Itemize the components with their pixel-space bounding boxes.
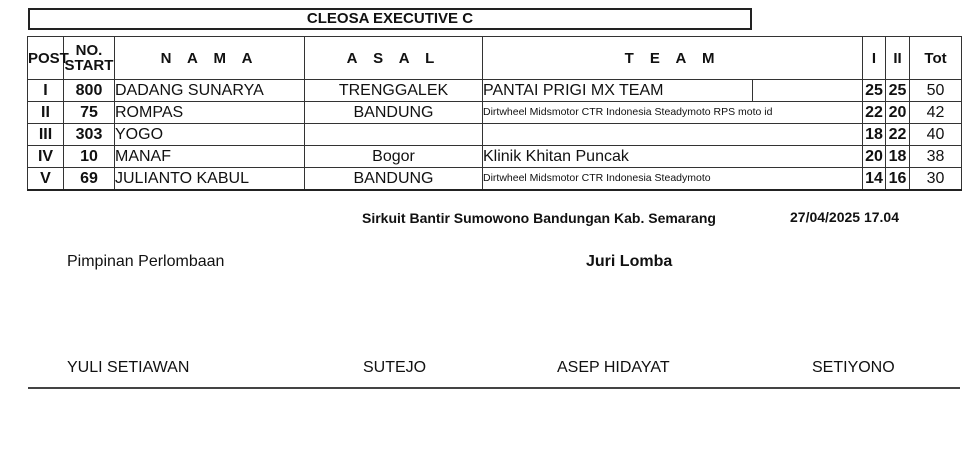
table-row (28, 124, 962, 146)
cell-pos: IV (28, 146, 64, 168)
venue-text: Sirkuit Bantir Sumowono Bandungan Kab. Semarang (362, 210, 716, 226)
cell-nama: JULIANTO KABUL (115, 168, 305, 191)
datetime-text: 27/04/2025 17.04 (790, 209, 899, 225)
cell-nama: MANAF (115, 146, 305, 168)
cell-start: 75 (64, 102, 115, 124)
signatory-name: YULI SETIAWAN (67, 359, 190, 376)
cell-race1: 14 (863, 168, 886, 191)
table-header-row (28, 37, 962, 80)
cell-pos: II (28, 102, 64, 124)
cell-race1: 18 (863, 124, 886, 146)
header-nama: N A M A (115, 37, 305, 80)
table-row (28, 146, 962, 168)
cell-asal: BANDUNG (305, 102, 483, 124)
header-asal: A S A L (305, 37, 483, 80)
header-race2: II (886, 37, 910, 80)
cell-total: 40 (910, 124, 962, 146)
cell-spacer (753, 80, 863, 102)
jury-label: Juri Lomba (586, 253, 673, 270)
signatory-name: SUTEJO (363, 359, 427, 376)
table-row (28, 102, 962, 124)
race-class-title: CLEOSA EXECUTIVE C (28, 8, 752, 30)
cell-team: Dirtwheel Midsmotor CTR Indonesia Steadymoto (483, 168, 863, 191)
cell-race2: 18 (886, 146, 910, 168)
cell-team: Dirtwheel Midsmotor CTR Indonesia Steadymoto RPS moto id (483, 102, 863, 124)
cell-race1: 22 (863, 102, 886, 124)
cell-total: 50 (910, 80, 962, 102)
cell-asal: BANDUNG (305, 168, 483, 191)
cell-race1: 25 (863, 80, 886, 102)
cell-race2: 22 (886, 124, 910, 146)
cell-race2: 20 (886, 102, 910, 124)
cell-total: 42 (910, 102, 962, 124)
cell-nama: YOGO (115, 124, 305, 146)
cell-total: 30 (910, 168, 962, 191)
cell-pos: III (28, 124, 64, 146)
results-table (27, 36, 962, 191)
header-start-line2: START (64, 57, 114, 74)
cell-team: Klinik Khitan Puncak (483, 146, 863, 168)
header-team: T E A M (483, 37, 863, 80)
table-row (28, 80, 962, 102)
cell-team (483, 124, 863, 146)
cell-race1: 20 (863, 146, 886, 168)
header-start-line1: NO. (75, 42, 103, 59)
cell-asal: Bogor (305, 146, 483, 168)
cell-start: 10 (64, 146, 115, 168)
cell-asal (305, 124, 483, 146)
cell-start: 69 (64, 168, 115, 191)
cell-total: 38 (910, 146, 962, 168)
signatory-name: SETIYONO (812, 359, 895, 376)
signatory-name: ASEP HIDAYAT (557, 359, 670, 376)
cell-asal: TRENGGALEK (305, 80, 483, 102)
bottom-divider (28, 387, 960, 389)
header-pos: POST (28, 37, 64, 80)
cell-pos: V (28, 168, 64, 191)
table-row (28, 168, 962, 191)
cell-race2: 25 (886, 80, 910, 102)
cell-nama: DADANG SUNARYA (115, 80, 305, 102)
header-race1: I (863, 37, 886, 80)
leader-label: Pimpinan Perlombaan (67, 253, 225, 270)
header-start (64, 37, 115, 80)
header-total: Tot (910, 37, 962, 80)
cell-pos: I (28, 80, 64, 102)
cell-start: 800 (64, 80, 115, 102)
cell-nama: ROMPAS (115, 102, 305, 124)
cell-race2: 16 (886, 168, 910, 191)
cell-team: PANTAI PRIGI MX TEAM (483, 80, 753, 102)
cell-start: 303 (64, 124, 115, 146)
